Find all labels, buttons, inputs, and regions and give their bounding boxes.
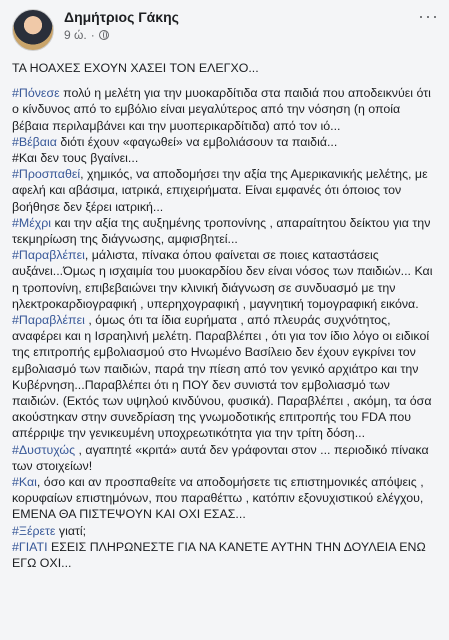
paragraph-text: , μάλιστα, πίνακα όπου φαίνεται σε ποιες καταστάσεις αυξάνει...Όμως η ισχαιμία του μυοκαρδίου δεν είναι νόσος των παιδιών... Και η τροπονίνη, επιβεβαιώνει την κλινική διάγνωση σε συνδυασμό με την ηλεκτροκαρδιογραφική , υπερηχογραφική , μαγνητική τομογραφική εικόνα. — [12, 248, 433, 311]
post-paragraph — [12, 474, 440, 523]
paragraph-text: πολύ η μελέτη για την μυοκαρδίτιδα στα παιδιά που αποδεικνύει ότι ο κίνδυνος από το εμβόλιο είναι μεγαλύτερος από την νόσηση (η οποία βέβαια περιλαμβάνει και την μυοπερικαρδίτιδα) από τον ιό... — [12, 86, 431, 133]
post-body — [0, 48, 449, 571]
hashtag-link[interactable]: #Βέβαια — [12, 134, 57, 149]
avatar[interactable] — [12, 9, 54, 51]
post-subline — [64, 28, 418, 42]
hashtag-link[interactable]: #ΓΙΑΤΙ — [12, 539, 48, 554]
paragraph-text: , όμως ότι τα ίδια ευρήματα , από πλευράς συχνότητος, αναφέρει και η Ισραηλινή μελέτη. Παραβλέπει , ότι για τον ίδιο λόγο οι ειδικοί της επιτροπής εμβολιασμού στο Ηνωμένο Βασίλειο δεν έχουν εγκρίνει τον εμβολιασμό των παιδιών, παρά την πίεση από τον γενικό αρχιάτρο και την Κυβέρνηση...Παραβλέπει ότι η ΠΟΥ δεν συνιστά τον εμβολιασμό των παιδιών. (Εκτός των υψηλού κινδύνου, φυσικά). Παραβλέπει , ακόμη, τα όσα ακούστηκαν στην συνεδρίαση της γνωμοδοτικής επιτροπής του FDA που απέρριψε την γενικευμένη υποχρεωτικότητα για την τρίτη δόση... — [12, 313, 432, 441]
post-header — [0, 0, 449, 48]
paragraph-text: γιατί; — [55, 523, 87, 538]
hashtag-link[interactable]: #Δυστυχώς — [12, 442, 76, 457]
paragraph-text: , όσο και αν προσπαθείτε να αποδομήσετε τις επιστημονικές απόψεις , κορυφαίων επιστημόνων, που παραθέττω , κατόπιν εξονυχιστικού ελέγχου, ΕΜΕΝΑ ΘΑ ΠΙΣΤΕΨΟΥΝ ΚΑΙ ΟΧΙ ΕΣΑΣ... — [12, 475, 424, 522]
post-meta — [64, 9, 418, 42]
hashtag-link[interactable]: #Πόνεσε — [12, 86, 60, 101]
post-paragraph — [12, 523, 440, 539]
paragraph-text: ΕΣΕΙΣ ΠΛΗΡΩΝΕΣΤΕ ΓΙΑ ΝΑ ΚΑΝΕΤΕ ΑΥΤΗΝ ΤΗΝ ΔΟΥΛΕΙΑ ΕΝΩ ΕΓΩ ΟΧΙ... — [12, 539, 426, 571]
post-paragraph — [12, 247, 440, 312]
separator-dot: · — [90, 28, 95, 42]
paragraph-text: , χημικός, να αποδομήσει την αξία της Αμερικανικής μελέτης, με αφελή και αβάσιμα, ιατρικά, επιχειρήματα. Είναι εμφανές ότι όποιος τον βοήθησε δεν ξέρει ιατρική... — [12, 167, 428, 214]
more-options-icon[interactable]: ··· — [418, 6, 439, 26]
globe-icon — [99, 30, 109, 40]
post-paragraph — [12, 134, 440, 150]
post-paragraphs — [12, 85, 440, 571]
hashtag-link[interactable]: #Και — [12, 475, 37, 490]
post-paragraph — [12, 150, 440, 166]
post-paragraph — [12, 215, 440, 247]
paragraph-text: , αγαπητέ «κριτά» αυτά δεν γράφονται στον ... περιοδικό πίνακα των στοιχείων! — [12, 442, 429, 473]
hashtag-link[interactable]: #Προσπαθεί — [12, 167, 81, 182]
post-paragraph — [12, 539, 440, 571]
hashtag-link[interactable]: #Παραβλέπει — [12, 313, 85, 328]
paragraph-text: διότι έχουν «φαγωθεί» να εμβολιάσουν τα παιδιά... — [56, 134, 338, 149]
post-paragraph — [12, 85, 440, 134]
post-title: ΤΑ ΗΟΑΧΕΣ ΕΧΟΥΝ ΧΑΣΕΙ ΤΟΝ ΕΛΕΓΧΟ... — [12, 61, 259, 75]
post-paragraph — [12, 442, 440, 474]
hashtag-link[interactable]: #Παραβλέπει — [12, 248, 85, 263]
paragraph-text: και την αξία της αυξημένης τροπονίνης , απαραίτητου δείκτου για την τεκμηρίωση της διάγνωσης, αμφισβητεί... — [12, 215, 431, 247]
paragraph-text: #Και δεν τους βγαίνει... — [12, 151, 139, 166]
hashtag-link[interactable]: #Ξέρετε — [12, 523, 56, 538]
post-time[interactable]: 9 ώ. — [64, 28, 87, 42]
hashtag-link[interactable]: #Μέχρι — [12, 215, 52, 230]
post-paragraph — [12, 312, 440, 442]
post-paragraph — [12, 166, 440, 215]
author-name[interactable]: Δημήτριος Γάκης — [64, 9, 179, 25]
